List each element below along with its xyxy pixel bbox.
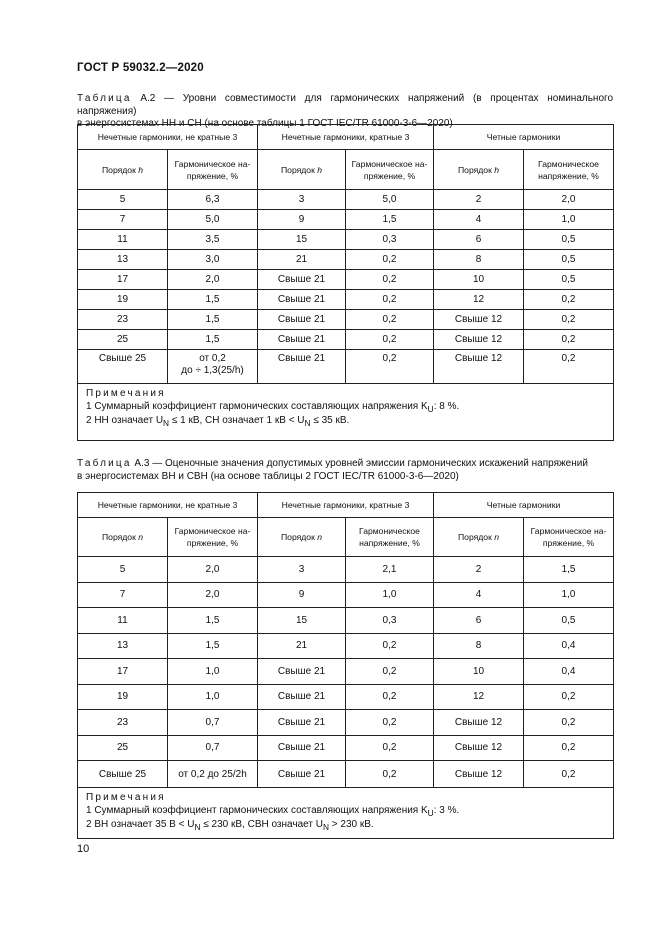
table-row: [78, 350, 614, 384]
table-number: А.3: [134, 458, 150, 469]
table-cell: 0,2: [346, 633, 434, 659]
table-cell: 23: [78, 310, 168, 330]
table-cell: 25: [78, 735, 168, 761]
table-cell: Свыше 21: [258, 350, 346, 384]
table-cell: 15: [258, 608, 346, 634]
table-cell: 0,2: [346, 270, 434, 290]
table-title-line1: — Уровни совместимости для гармонических напряжений (в процентах номинального напряжения): [77, 93, 613, 117]
table-cell: 1,0: [524, 210, 614, 230]
table-cell: 15: [258, 230, 346, 250]
table-cell: 2,0: [168, 270, 258, 290]
table-cell: 1,0: [524, 582, 614, 608]
table-cell: 7: [78, 210, 168, 230]
table-cell: Свыше 21: [258, 735, 346, 761]
voltage-header: Гармоническое на- пряжение, %: [168, 150, 258, 190]
table-cell: 0,4: [524, 659, 614, 685]
table-cell: Свыше 25: [78, 350, 168, 384]
table-cell: 3,5: [168, 230, 258, 250]
group-header: Нечетные гармоники, не кратные 3: [78, 493, 258, 518]
table-cell: 2,0: [168, 557, 258, 583]
table-cell: 2: [434, 557, 524, 583]
notes-cell: [78, 788, 614, 839]
page-number: 10: [77, 843, 90, 855]
table-cell: 4: [434, 582, 524, 608]
table-row: [78, 710, 614, 736]
table-cell: 9: [258, 582, 346, 608]
table-cell: Свыше 25: [78, 761, 168, 788]
table-cell: 3: [258, 557, 346, 583]
table-cell: 2,1: [346, 557, 434, 583]
table-cell: 0,2: [346, 290, 434, 310]
table-cell: 1,5: [168, 310, 258, 330]
table-cell: 2: [434, 190, 524, 210]
table-cell: 12: [434, 684, 524, 710]
table-cell: 1,0: [168, 659, 258, 685]
table-row: [78, 310, 614, 330]
table-cell: 6: [434, 608, 524, 634]
table-row: [78, 330, 614, 350]
table-cell: 9: [258, 210, 346, 230]
table-cell: 0,2: [346, 250, 434, 270]
table-cell: Свыше 21: [258, 761, 346, 788]
table-label: Таблица: [77, 93, 132, 104]
table-cell: Свыше 12: [434, 350, 524, 384]
table-cell: Свыше 12: [434, 710, 524, 736]
table-cell: 0,2: [524, 290, 614, 310]
table-cell: 8: [434, 633, 524, 659]
table-cell: 21: [258, 250, 346, 270]
table-cell: 0,7: [168, 735, 258, 761]
column-header-row: [78, 518, 614, 557]
table-label: Таблица: [77, 458, 132, 469]
notes-title: Примечания: [86, 792, 166, 803]
table-row: [78, 608, 614, 634]
table-cell: 2,0: [524, 190, 614, 210]
table-a3: [77, 492, 614, 839]
group-header-row: [78, 493, 614, 518]
table-cell: 19: [78, 290, 168, 310]
table-a2: [77, 124, 614, 441]
order-header: Порядок n: [78, 518, 168, 557]
table-row: [78, 582, 614, 608]
table-cell: от 0,2 до ÷ 1,3(25/h): [168, 350, 258, 384]
table-cell: Свыше 21: [258, 684, 346, 710]
table-cell: 10: [434, 270, 524, 290]
table-cell: 0,2: [524, 761, 614, 788]
table-cell: 8: [434, 250, 524, 270]
table-cell: 0,3: [346, 230, 434, 250]
note-2: 2 ВН означает 35 $В < U_N \le 230$ кВ, СВН означает $U_N > 230$ кВ.: [86, 819, 374, 832]
table-row: [78, 557, 614, 583]
table-cell: 2,0: [168, 582, 258, 608]
table-row: [78, 190, 614, 210]
notes-cell: [78, 384, 614, 441]
table-cell: 6,3: [168, 190, 258, 210]
table-cell: 19: [78, 684, 168, 710]
column-header-row: [78, 150, 614, 190]
table-cell: 0,2: [524, 735, 614, 761]
table-cell: 1,5: [168, 290, 258, 310]
group-header-row: [78, 125, 614, 150]
table-cell: 17: [78, 270, 168, 290]
table-cell: 11: [78, 230, 168, 250]
table-cell: 1,5: [524, 557, 614, 583]
table-cell: 1,0: [346, 582, 434, 608]
table-cell: 0,5: [524, 608, 614, 634]
note-2: 2 НН означает $U_N \le 1$ кВ, СН означает 1 кВ < $U_N \le 35$ кВ.: [86, 415, 350, 428]
order-header: Порядок h: [258, 150, 346, 190]
table-cell: 0,2: [524, 710, 614, 736]
group-header: Нечетные гармоники, кратные 3: [258, 125, 434, 150]
order-header: Порядок n: [258, 518, 346, 557]
table-cell: 0,2: [346, 310, 434, 330]
group-header: Нечетные гармоники, кратные 3: [258, 493, 434, 518]
voltage-header: Гармоническое напряжение, %: [346, 518, 434, 557]
group-header: Нечетные гармоники, не кратные 3: [78, 125, 258, 150]
table-cell: 1,5: [346, 210, 434, 230]
document-header: ГОСТ Р 59032.2—2020: [77, 62, 204, 74]
table-row: [78, 290, 614, 310]
table-a3-caption: [77, 458, 613, 483]
table-cell: Свыше 12: [434, 735, 524, 761]
table-cell: 13: [78, 633, 168, 659]
table-cell: 4: [434, 210, 524, 230]
table-cell: Свыше 21: [258, 290, 346, 310]
note-1: 1 Суммарный коэффициент гармонических составляющих напряжения $K_U$: 8 %.: [86, 400, 460, 414]
table-cell: 25: [78, 330, 168, 350]
table-cell: Свыше 21: [258, 310, 346, 330]
voltage-header: Гармоническое на- пряжение, %: [346, 150, 434, 190]
table-cell: 1,5: [168, 608, 258, 634]
table-cell: 23: [78, 710, 168, 736]
table-cell: 0,2: [524, 310, 614, 330]
table-cell: 5,0: [346, 190, 434, 210]
table-cell: Свыше 12: [434, 330, 524, 350]
table-title-line2: в энергосистемах НН и СН (на основе таблицы 1 ГОСТ IEC/TR 61000-3-6—2020): [77, 118, 453, 129]
table-cell: Свыше 21: [258, 330, 346, 350]
table-title-line2: в энергосистемах ВН и СВН (на основе таблицы 2 ГОСТ IEC/TR 61000-3-6—2020): [77, 470, 459, 482]
table-cell: 0,5: [524, 250, 614, 270]
table-cell: Свыше 12: [434, 761, 524, 788]
table-cell: 7: [78, 582, 168, 608]
table-row: [78, 761, 614, 788]
table-cell: 0,2: [346, 761, 434, 788]
table-cell: 0,2: [524, 684, 614, 710]
table-cell: 0,7: [168, 710, 258, 736]
table-row: [78, 633, 614, 659]
notes-title: Примечания: [86, 388, 166, 399]
table-cell: 0,2: [524, 330, 614, 350]
voltage-header: Гармоническое на- пряжение, %: [524, 518, 614, 557]
table-cell: 0,2: [346, 659, 434, 685]
table-cell: 13: [78, 250, 168, 270]
voltage-header: Гармоническое на- пряжение, %: [168, 518, 258, 557]
table-row: [78, 735, 614, 761]
table-cell: 6: [434, 230, 524, 250]
order-header: Порядок h: [78, 150, 168, 190]
voltage-header: Гармоническое напряжение, %: [524, 150, 614, 190]
group-header: Четные гармоники: [434, 493, 614, 518]
table-row: [78, 270, 614, 290]
table-cell: 21: [258, 633, 346, 659]
table-cell: 0,2: [346, 330, 434, 350]
table-cell: 0,2: [346, 710, 434, 736]
table-cell: 1,5: [168, 330, 258, 350]
table-row: [78, 684, 614, 710]
table-cell: 5: [78, 557, 168, 583]
table-cell: 0,5: [524, 270, 614, 290]
table-cell: 5: [78, 190, 168, 210]
group-header: Четные гармоники: [434, 125, 614, 150]
table-cell: 17: [78, 659, 168, 685]
table-cell: от 0,2 до 25/2h: [168, 761, 258, 788]
table-cell: 10: [434, 659, 524, 685]
table-cell: 0,3: [346, 608, 434, 634]
notes-row: [78, 384, 614, 441]
table-row: [78, 250, 614, 270]
table-cell: 0,2: [346, 735, 434, 761]
table-cell: Свыше 21: [258, 270, 346, 290]
order-header: Порядок n: [434, 518, 524, 557]
table-cell: 5,0: [168, 210, 258, 230]
table-cell: 3: [258, 190, 346, 210]
table-cell: 0,5: [524, 230, 614, 250]
table-cell: Свыше 12: [434, 310, 524, 330]
table-cell: 0,4: [524, 633, 614, 659]
table-row: [78, 659, 614, 685]
table-title-line1: — Оценочные значения допустимых уровней эмиссии гармонических искажений напряжений: [152, 458, 588, 469]
table-cell: 1,0: [168, 684, 258, 710]
table-cell: 1,5: [168, 633, 258, 659]
order-header: Порядок h: [434, 150, 524, 190]
table-row: [78, 210, 614, 230]
table-cell: Свыше 21: [258, 659, 346, 685]
table-cell: 11: [78, 608, 168, 634]
table-cell: 0,2: [524, 350, 614, 384]
note-1: 1 Суммарный коэффициент гармонических составляющих напряжения $K_U$: 3 %.: [86, 804, 460, 818]
table-cell: 0,2: [346, 350, 434, 384]
table-cell: 12: [434, 290, 524, 310]
table-cell: Свыше 21: [258, 710, 346, 736]
notes-row: [78, 788, 614, 839]
table-row: [78, 230, 614, 250]
table-cell: 0,2: [346, 684, 434, 710]
table-cell: 3,0: [168, 250, 258, 270]
table-number: А.2: [140, 93, 156, 104]
